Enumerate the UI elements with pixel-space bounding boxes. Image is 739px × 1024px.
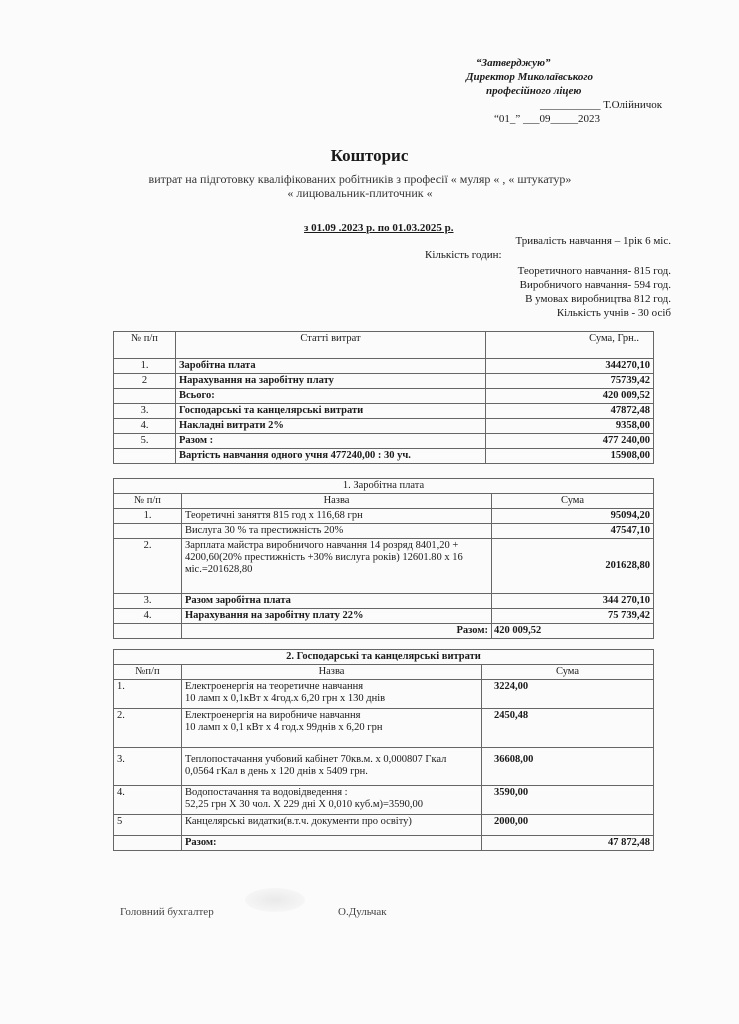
table-row <box>114 389 654 404</box>
row-number: 4. <box>114 419 176 434</box>
col-header-name: Назва <box>182 665 482 680</box>
approval-date: “01_” ___09_____2023 <box>494 113 601 125</box>
subtitle-line-1: витрат на підготовку кваліфікованих робітників з професії « муляр « , « штукатур» <box>148 172 572 186</box>
table-total-row <box>114 836 654 851</box>
col-header-sum: Сума, Грн.. <box>486 332 654 359</box>
row-number: 2. <box>114 709 182 748</box>
row-name-line-2: 10 ламп х 0,1кВт х 4год.х 6,20 грн х 130 днів <box>185 693 386 704</box>
production-hours: В умовах виробництва 812 год. <box>525 293 671 305</box>
section-title: 2. Господарські та канцелярські витрати <box>114 650 654 665</box>
household-expenses-table <box>113 649 654 851</box>
row-sum: 3224,00 <box>482 680 654 709</box>
row-name: Заробітна плата <box>176 359 486 374</box>
row-name: Нарахування на заробітну плату <box>176 374 486 389</box>
row-name-line-1: Водопостачання та водовідведення : <box>185 787 348 798</box>
table-row <box>114 359 654 374</box>
section-title-row <box>114 479 654 494</box>
row-name: Разом : <box>176 434 486 449</box>
row-name: Зарплата майстра виробничого навчання 14 розряд 8401,20 + 4200,60(20% престижність +30% вислуга років) 12601.80 х 16 міс.=201628,80 <box>182 539 492 594</box>
row-name <box>182 748 482 786</box>
row-sum: 15908,00 <box>486 449 654 464</box>
col-header-number: №п/п <box>114 665 182 680</box>
subtitle-line-2: « лицювальник-плиточник « <box>287 186 433 200</box>
row-name-line-1: Електроенергія на теоретичне навчання <box>185 681 364 692</box>
row-name: Нарахування на заробітну плату 22% <box>182 609 492 624</box>
approval-position: Директор Миколаївського <box>466 71 593 83</box>
row-name: Вартість навчання одного учня 477240,00 : 30 уч. <box>176 449 486 464</box>
table-row <box>114 524 654 539</box>
row-number: 3. <box>114 748 182 786</box>
row-number: 2 <box>114 374 176 389</box>
row-number: 3. <box>114 594 182 609</box>
row-sum: 9358,00 <box>486 419 654 434</box>
table-row <box>114 815 654 836</box>
row-sum: 36608,00 <box>482 748 654 786</box>
table-row <box>114 509 654 524</box>
row-name-line-1: Канцелярські видатки(в.т.ч. документи про освіту) <box>185 816 412 827</box>
table-row <box>114 786 654 815</box>
signature-mark <box>245 888 305 912</box>
row-name: Разом заробітна плата <box>182 594 492 609</box>
row-sum: 47547,10 <box>492 524 654 539</box>
section-title: 1. Заробітна плата <box>114 479 654 494</box>
col-header-number: № п/п <box>114 494 182 509</box>
row-sum: 3590,00 <box>482 786 654 815</box>
row-number: 4. <box>114 609 182 624</box>
row-name: Накладні витрати 2% <box>176 419 486 434</box>
theory-hours: Теоретичного навчання- 815 год. <box>517 265 671 277</box>
row-number <box>114 389 176 404</box>
row-number <box>114 449 176 464</box>
period: з 01.09 .2023 р. по 01.03.2025 р. <box>304 222 454 234</box>
row-name-line-1: Електроенергія на виробниче навчання <box>185 710 361 721</box>
col-header-items: Статті витрат <box>176 332 486 359</box>
row-number: 5 <box>114 815 182 836</box>
approval-institution: професійного ліцею <box>486 85 582 97</box>
duration-text: Тривалість навчання – 1рік 6 міс. <box>515 235 671 247</box>
table-row <box>114 449 654 464</box>
document-title: Кошторис <box>330 146 409 165</box>
table-row <box>114 748 654 786</box>
row-number <box>114 524 182 539</box>
row-sum: 344270,10 <box>486 359 654 374</box>
row-sum: 75739,42 <box>486 374 654 389</box>
table-header-row <box>114 494 654 509</box>
approval-block <box>440 56 700 126</box>
col-header-sum: Сума <box>482 665 654 680</box>
signature-name: О.Дульчак <box>338 906 387 918</box>
row-name: Всього: <box>176 389 486 404</box>
row-sum: 420 009,52 <box>486 389 654 404</box>
row-sum: 2000,00 <box>482 815 654 836</box>
row-number: 3. <box>114 404 176 419</box>
row-name-line-2: 52,25 грн Х 30 чол. Х 229 дні Х 0,010 куб.м)=3590,00 <box>185 799 424 810</box>
table-row <box>114 539 654 594</box>
students-count: Кількість учнів - 30 осіб <box>556 307 671 319</box>
hours-header: Кількість годин: <box>425 249 502 261</box>
row-name: Теоретичні заняття 815 год х 116,68 грн <box>182 509 492 524</box>
table-total-row <box>114 624 654 639</box>
col-header-number: № п/п <box>114 332 176 359</box>
practice-hours: Виробничого навчання- 594 год. <box>519 279 671 291</box>
row-name-line-2: 0,0564 гКал в день х 120 днів х 5409 грн. <box>185 766 368 777</box>
total-sum: 420 009,52 <box>492 624 654 639</box>
row-number: 1. <box>114 680 182 709</box>
total-sum: 47 872,48 <box>482 836 654 851</box>
table-row <box>114 680 654 709</box>
table-row <box>114 434 654 449</box>
table-row <box>114 404 654 419</box>
table-header-row <box>114 332 654 359</box>
table-row <box>114 609 654 624</box>
row-sum: 2450,48 <box>482 709 654 748</box>
row-name-line-1: Теплопостачання учбовий кабінет 70кв.м. х 0,000807 Гкал <box>185 754 447 765</box>
row-name <box>182 680 482 709</box>
salary-table <box>113 478 654 639</box>
table-row <box>114 374 654 389</box>
table-row <box>114 419 654 434</box>
row-name-line-2: 10 ламп х 0,1 кВт х 4 год.х 99днів х 6,20 грн <box>185 722 383 733</box>
table-row <box>114 709 654 748</box>
row-number <box>114 836 182 851</box>
row-number: 2. <box>114 539 182 594</box>
col-header-name: Назва <box>182 494 492 509</box>
row-number: 1. <box>114 359 176 374</box>
row-name: Вислуга 30 % та престижність 20% <box>182 524 492 539</box>
row-sum: 95094,20 <box>492 509 654 524</box>
table-row <box>114 594 654 609</box>
row-sum: 477 240,00 <box>486 434 654 449</box>
row-number: 5. <box>114 434 176 449</box>
row-sum: 75 739,42 <box>492 609 654 624</box>
total-label: Разом: <box>182 836 482 851</box>
row-number: 4. <box>114 786 182 815</box>
total-label: Разом: <box>182 624 492 639</box>
summary-table <box>113 331 654 464</box>
row-number <box>114 624 182 639</box>
row-sum: 47872,48 <box>486 404 654 419</box>
row-name <box>182 815 482 836</box>
row-sum: 201628,80 <box>492 539 654 594</box>
table-header-row <box>114 665 654 680</box>
approval-signer: ___________ Т.Олійничок <box>540 99 663 111</box>
row-number: 1. <box>114 509 182 524</box>
row-name: Господарські та канцелярські витрати <box>176 404 486 419</box>
signature-role: Головний бухгалтер <box>120 906 214 918</box>
approval-heading: “Затверджую” <box>476 57 551 69</box>
document-subtitle <box>60 172 660 200</box>
row-name <box>182 786 482 815</box>
section-title-row <box>114 650 654 665</box>
row-name <box>182 709 482 748</box>
row-sum: 344 270,10 <box>492 594 654 609</box>
col-header-sum: Сума <box>492 494 654 509</box>
